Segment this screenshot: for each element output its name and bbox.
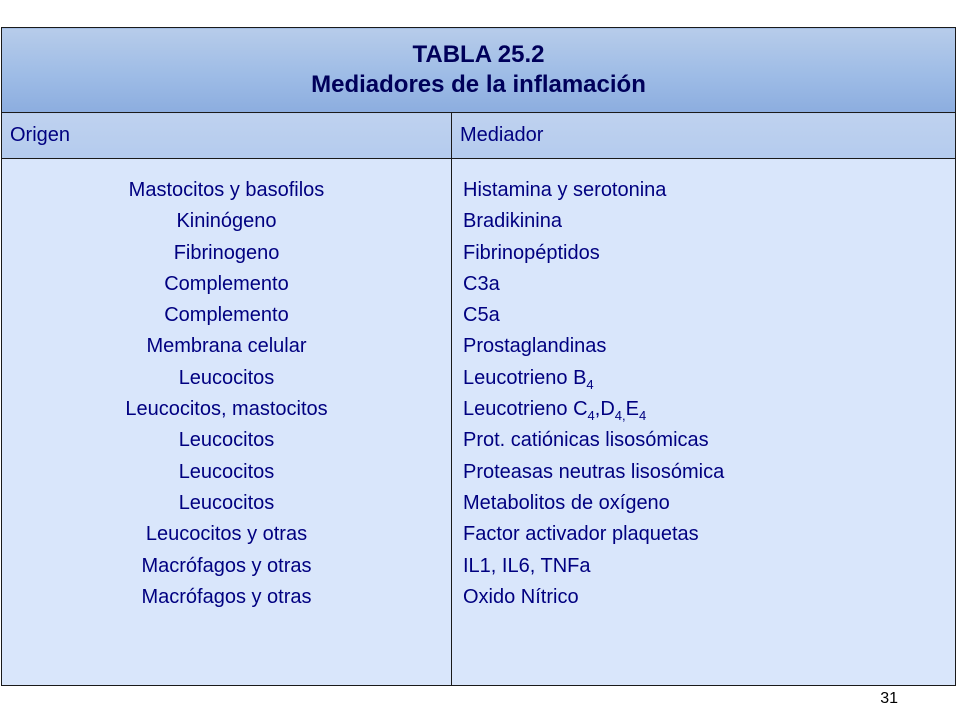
mediator-item: Prot. catiónicas lisosómicas — [463, 429, 709, 452]
header-row — [2, 113, 956, 159]
mediator-item: Metabolitos de oxígeno — [463, 491, 670, 514]
mediator-item — [463, 363, 955, 394]
mediator-item: Factor activador plaquetas — [463, 523, 699, 546]
origin-item: Leucocitos, mastocitos — [125, 398, 328, 421]
mediator-item: Histamina y serotonina — [463, 179, 667, 201]
origin-item: Leucocitos — [178, 460, 275, 483]
mediator-text: Leucotrieno C — [463, 398, 588, 421]
body-row — [2, 159, 956, 686]
origin-item: Macrófagos y otras — [141, 585, 312, 608]
origin-cell — [2, 159, 452, 686]
origin-item: Leucocitos — [178, 429, 275, 452]
title-row — [2, 28, 956, 113]
table-caption: Mediadores de la inflamación — [311, 71, 646, 98]
origin-item: Mastocitos y basofilos — [128, 179, 325, 201]
mediator-subscript: 4 — [586, 376, 594, 392]
origin-item: Leucocitos — [178, 366, 275, 389]
mediator-item: Bradikinina — [463, 210, 562, 233]
column-header-origin: Origen — [2, 113, 452, 159]
page-number: 31 — [880, 690, 898, 707]
mediator-item: C5a — [463, 304, 500, 327]
origin-item: Fibrinogeno — [173, 241, 280, 264]
mediator-cell — [452, 159, 956, 686]
origin-item: Macrófagos y otras — [141, 554, 312, 577]
origin-item: Kininógeno — [176, 210, 277, 233]
mediator-text: E — [625, 398, 639, 421]
mediator-text: ,D — [594, 398, 615, 421]
origin-item: Complemento — [164, 272, 289, 295]
mediator-subscript: 4 — [638, 408, 647, 424]
table-number: TABLA 25.2 — [412, 41, 545, 68]
origin-item: Complemento — [164, 304, 289, 327]
origin-item: Leucocitos — [178, 491, 275, 514]
mediators-table — [1, 27, 956, 686]
mediator-item: Fibrinopéptidos — [463, 241, 600, 264]
mediator-subscript: 4 — [587, 408, 595, 424]
mediator-item: Proteasas neutras lisosómica — [463, 460, 725, 483]
mediator-item — [463, 394, 955, 425]
mediator-item: IL1, IL6, TNFa — [463, 554, 591, 577]
mediator-item: C3a — [463, 272, 500, 295]
mediator-list — [452, 159, 955, 613]
origin-item: Membrana celular — [146, 335, 307, 358]
table-title — [2, 28, 956, 113]
mediator-item: Oxido Nítrico — [463, 585, 579, 608]
mediator-item: Prostaglandinas — [463, 335, 607, 358]
origin-item: Leucocitos y otras — [145, 523, 308, 546]
origin-list — [2, 159, 451, 613]
mediator-text: Leucotrieno B — [463, 366, 587, 389]
mediator-subscript: 4, — [614, 408, 626, 424]
column-header-mediator: Mediador — [452, 113, 956, 159]
